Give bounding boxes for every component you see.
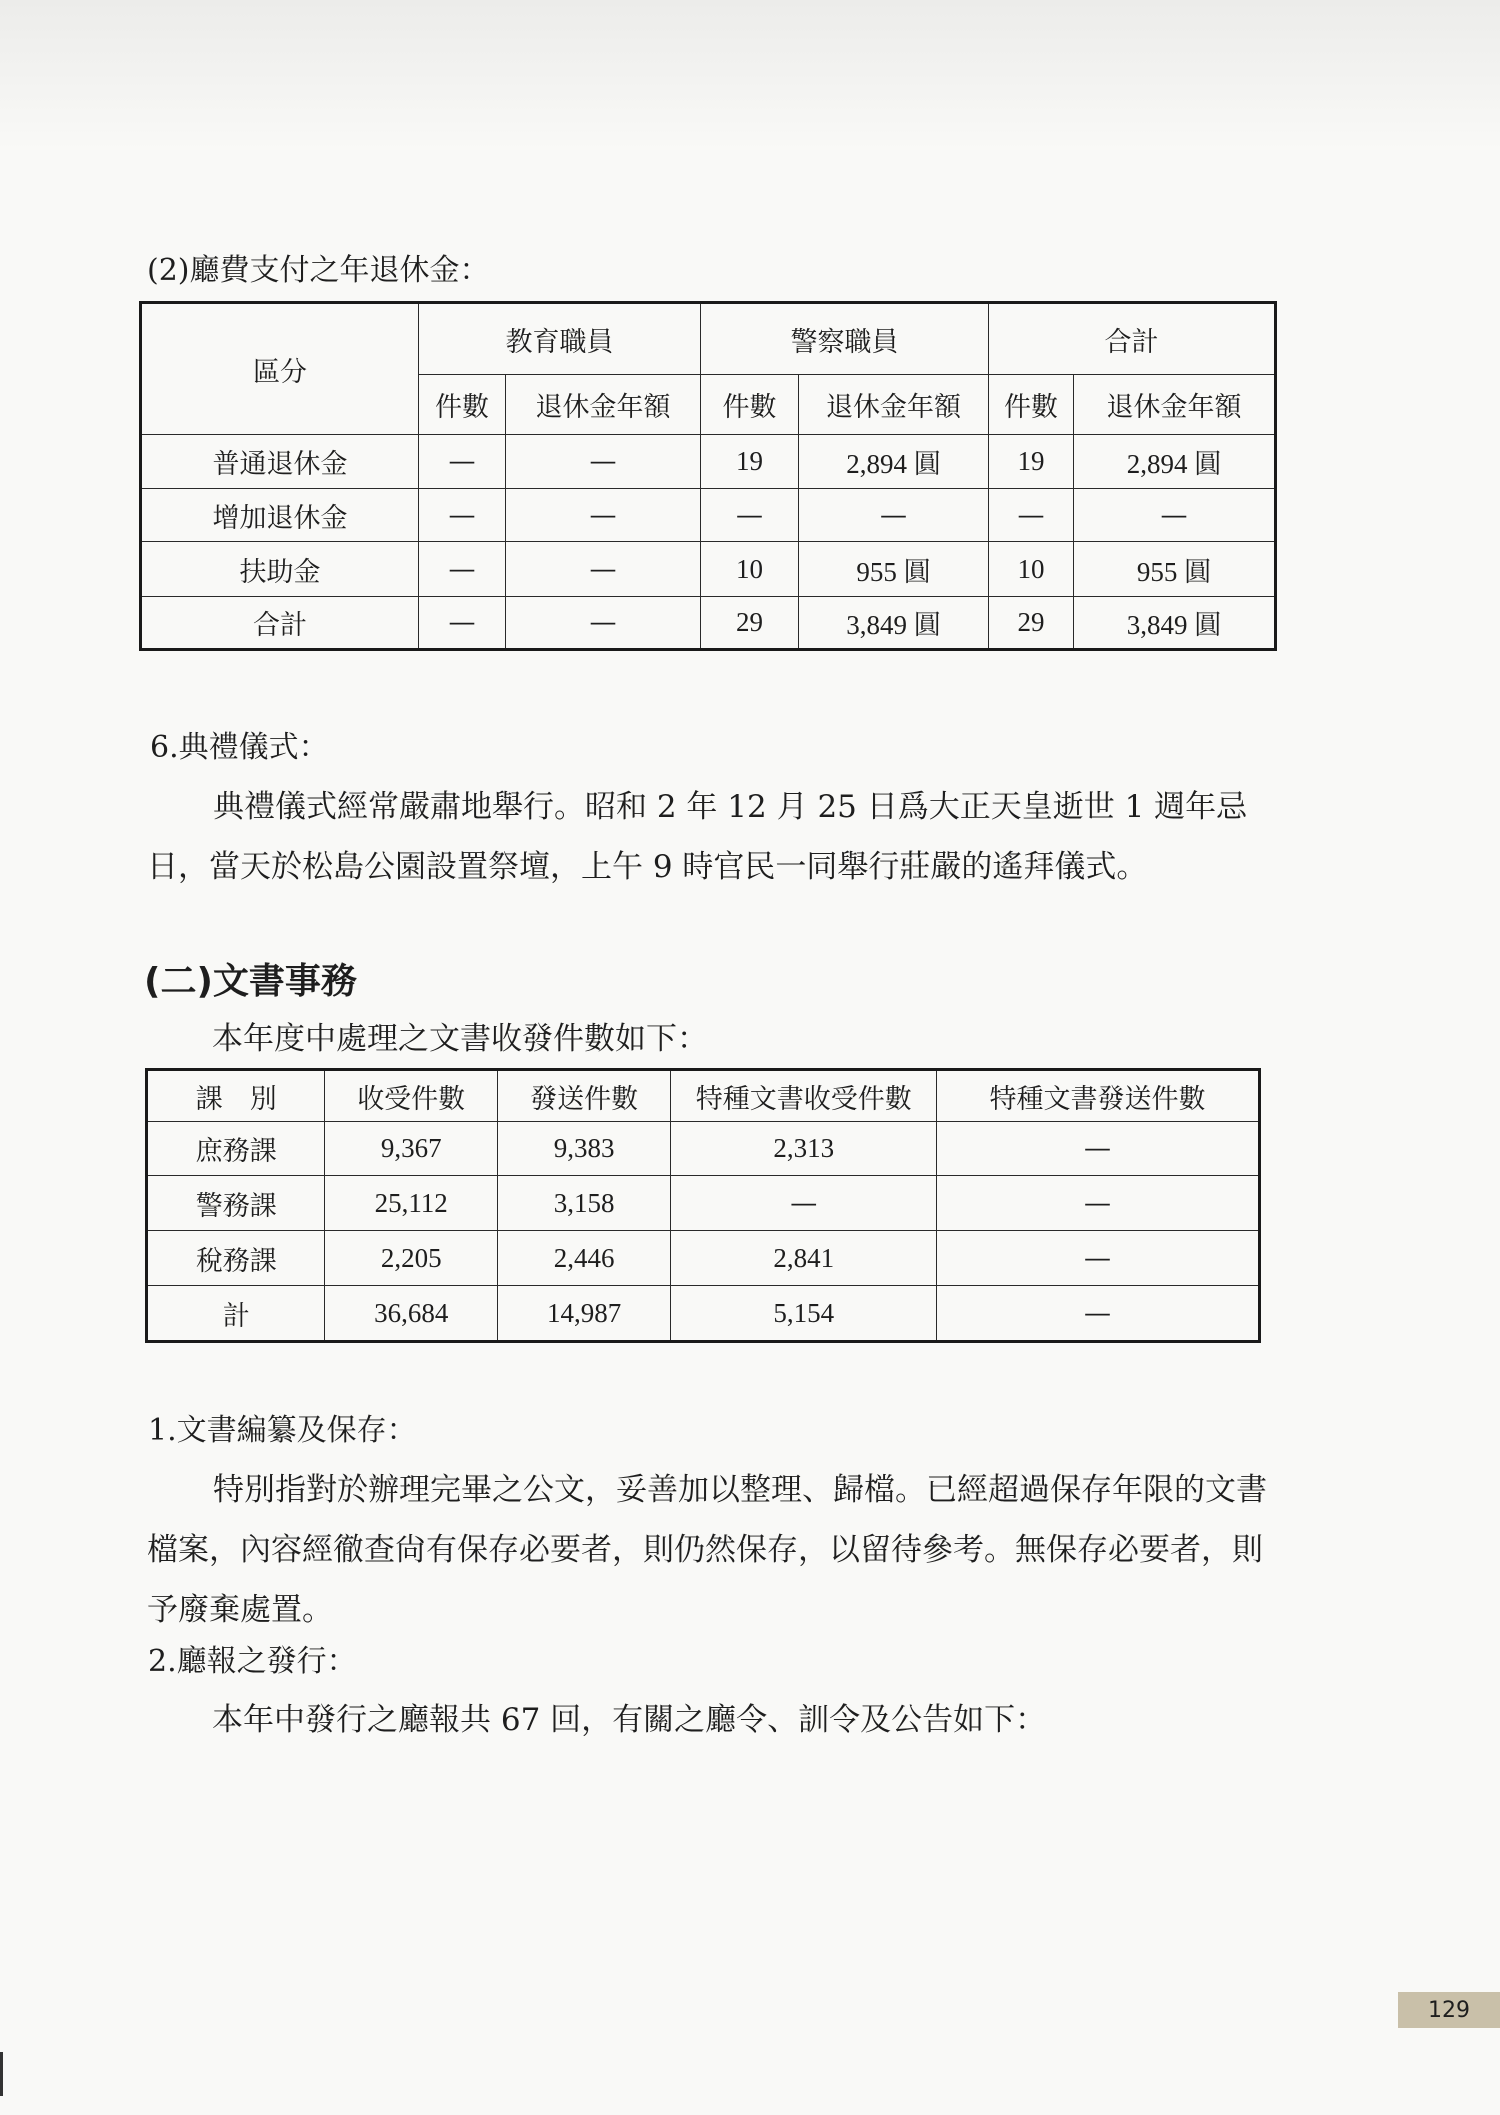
- subheader-cell: 件數: [989, 375, 1074, 435]
- documents-section-heading: (二)文書事務: [144, 961, 357, 1002]
- column-header: 特種文書發送件數: [937, 1070, 1260, 1122]
- subheader-cell: 退休金年額: [506, 375, 701, 435]
- table-cell: —: [419, 597, 506, 650]
- table-cell: —: [419, 542, 506, 597]
- table-cell: 2,205: [325, 1231, 497, 1286]
- table-cell: —: [937, 1286, 1260, 1342]
- group-header-police: 警察職員: [701, 303, 989, 375]
- table-cell: 9,383: [497, 1122, 670, 1176]
- table-cell: 10: [989, 542, 1074, 597]
- table-cell: 2,894 圓: [799, 435, 989, 489]
- table-cell: 9,367: [325, 1122, 497, 1176]
- table-cell: —: [937, 1176, 1260, 1231]
- retirement-caption: (2)廳費支付之年退休金：: [147, 253, 490, 288]
- compilation-heading: 1.文書編纂及保存：: [148, 1413, 417, 1448]
- documents-intro: 本年度中處理之文書收發件數如下：: [212, 1021, 708, 1057]
- table-row: [141, 542, 1276, 597]
- subheader-cell: 退休金年額: [799, 375, 989, 435]
- table-cell: —: [937, 1231, 1260, 1286]
- table-cell: 955 圓: [1074, 542, 1276, 597]
- subheader-cell: 退休金年額: [1074, 375, 1276, 435]
- row-label: 庶務課: [147, 1122, 325, 1176]
- row-label: 增加退休金: [141, 489, 419, 542]
- table-cell: 2,894 圓: [1074, 435, 1276, 489]
- row-label: 扶助金: [141, 542, 419, 597]
- table-cell: 36,684: [325, 1286, 497, 1342]
- subheader-cell: 件數: [701, 375, 799, 435]
- column-header: 課 別: [147, 1070, 325, 1122]
- row-label: 計: [147, 1286, 325, 1342]
- table-cell: —: [506, 542, 701, 597]
- table-cell: 2,313: [671, 1122, 937, 1176]
- table-row: [147, 1231, 1260, 1286]
- table-cell: 955 圓: [799, 542, 989, 597]
- table-cell: —: [419, 489, 506, 542]
- subheader-cell: 件數: [419, 375, 506, 435]
- table-cell: 25,112: [325, 1176, 497, 1231]
- table-cell: 2,841: [671, 1231, 937, 1286]
- column-header: 特種文書收受件數: [671, 1070, 937, 1122]
- table-cell: 19: [989, 435, 1074, 489]
- scan-top-shade: [0, 0, 1500, 150]
- group-header-education: 教育職員: [419, 303, 701, 375]
- compilation-paragraph: 特別指對於辦理完畢之公文，妥善加以整理、歸檔。已經超過保存年限的文書檔案，內容經徹查尙有保存必要者，則仍然保存，以留待參考。無保存必要者，則予廢棄處置。: [147, 1472, 1267, 1628]
- table-cell: —: [989, 489, 1074, 542]
- ceremony-paragraph: 典禮儀式經常嚴肅地舉行。昭和 2 年 12 月 25 日爲大正天皇逝世 1 週年忌日，當天於松島公園設置祭壇，上午 9 時官民一同舉行莊嚴的遙拜儀式。: [147, 789, 1248, 885]
- table-cell: 14,987: [497, 1286, 670, 1342]
- table-cell: —: [671, 1176, 937, 1231]
- bulletin-heading: 2.廳報之發行：: [148, 1644, 357, 1679]
- table-cell: —: [419, 435, 506, 489]
- table-cell: 3,849 圓: [799, 597, 989, 650]
- table-row: [141, 489, 1276, 542]
- table-cell: —: [506, 597, 701, 650]
- scan-edge-mark: [0, 2052, 3, 2096]
- ceremony-heading: 6.典禮儀式：: [150, 730, 329, 765]
- table-cell: 10: [701, 542, 799, 597]
- row-label: 普通退休金: [141, 435, 419, 489]
- table-cell: 3,849 圓: [1074, 597, 1276, 650]
- table-row: [141, 435, 1276, 489]
- table-cell: 3,158: [497, 1176, 670, 1231]
- bulletin-paragraph: 本年中發行之廳報共 67 回，有關之廳令、訓令及公告如下：: [212, 1702, 1047, 1738]
- table-cell: 29: [701, 597, 799, 650]
- table-cell: 5,154: [671, 1286, 937, 1342]
- category-header: 區分: [141, 303, 419, 435]
- table-cell: 19: [701, 435, 799, 489]
- documents-table: [145, 1068, 1261, 1343]
- table-row: [147, 1176, 1260, 1231]
- table-cell: —: [506, 435, 701, 489]
- table-row: [147, 1286, 1260, 1342]
- page-number: 129: [1398, 1992, 1500, 2028]
- row-label: 警務課: [147, 1176, 325, 1231]
- table-cell: 29: [989, 597, 1074, 650]
- row-label: 稅務課: [147, 1231, 325, 1286]
- table-cell: —: [506, 489, 701, 542]
- table-cell: 2,446: [497, 1231, 670, 1286]
- table-cell: —: [937, 1122, 1260, 1176]
- table-cell: —: [1074, 489, 1276, 542]
- column-header: 收受件數: [325, 1070, 497, 1122]
- row-label: 合計: [141, 597, 419, 650]
- table-row: [147, 1122, 1260, 1176]
- column-header: 發送件數: [497, 1070, 670, 1122]
- retirement-table: [139, 301, 1277, 651]
- table-cell: —: [701, 489, 799, 542]
- table-row: [141, 597, 1276, 650]
- group-header-total: 合計: [989, 303, 1276, 375]
- table-cell: —: [799, 489, 989, 542]
